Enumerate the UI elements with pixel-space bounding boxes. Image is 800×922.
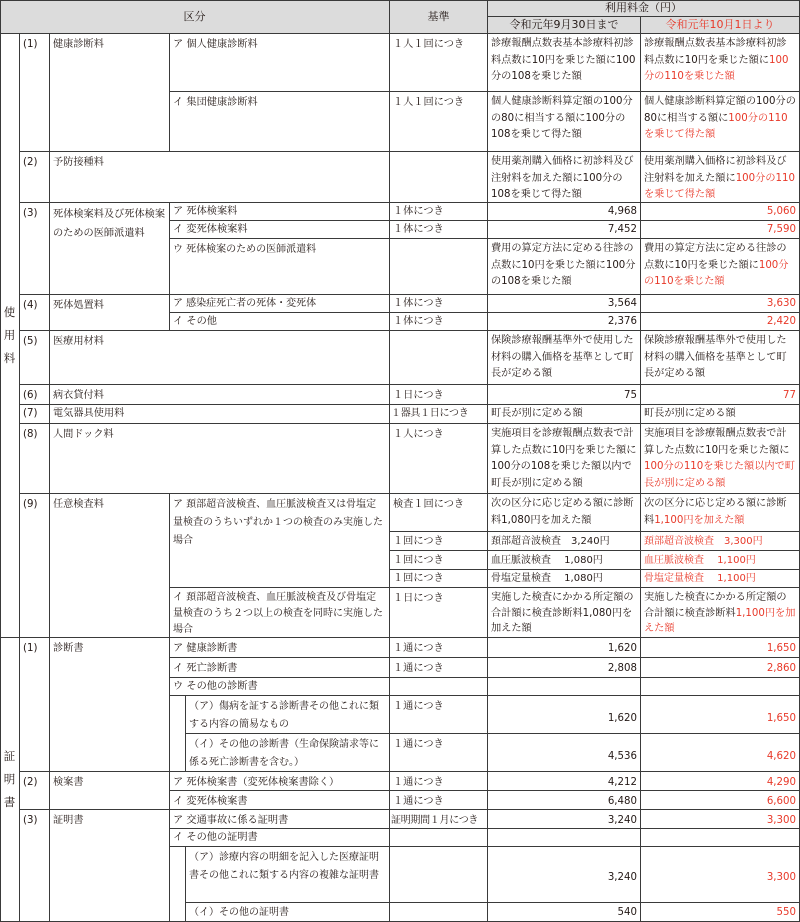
row-6-num: (6) xyxy=(20,385,50,405)
row-s1c2-label: （イ）その他の診断書（生命保険請求等に係る死亡診断書を含む。） xyxy=(186,734,390,772)
row-s1c2-new: 4,620 xyxy=(641,734,800,772)
row-7-name: 電気器具使用料 xyxy=(50,405,390,424)
row-s1a-old: 1,620 xyxy=(488,638,641,658)
row-2-old: 使用薬剤購入価格に初診料及び注射料を加えた額に100分の108を乗じて得た額 xyxy=(488,152,641,203)
row-5-name: 医療用材料 xyxy=(50,331,390,385)
row-s1c-basis xyxy=(390,678,488,696)
row-s3b-label: イ その他の証明書 xyxy=(170,829,390,847)
row-8-name: 人間ドック料 xyxy=(50,424,390,494)
row-s1-name: 診断書 xyxy=(50,638,170,772)
row-s3a-new: 3,300 xyxy=(641,810,800,829)
row-3b-basis: １体につき xyxy=(390,221,488,239)
row-1-name: 健康診断料 xyxy=(50,34,170,152)
group-shomei: 証明書 xyxy=(0,638,20,922)
row-s3a-label: ア 交通事故に係る証明書 xyxy=(170,810,390,829)
row-9a-new1: 次の区分に応じ定める額に診断料1,100円を加えた額 xyxy=(641,494,800,532)
row-4-name: 死体処置料 xyxy=(50,295,170,331)
row-9b-label: イ 頚部超音波検査、血圧脈波検査及び骨塩定量検査のうち２つ以上の検査を同時に実施した場合 xyxy=(170,588,390,638)
row-s3b2-label: （イ）その他の証明書 xyxy=(186,903,390,922)
row-1a-basis: １人１回につき xyxy=(390,34,488,92)
row-9a-new4: 骨塩定量検査 1,100円 xyxy=(641,570,800,588)
row-1b-label: イ 集団健康診断料 xyxy=(170,92,390,152)
row-3-num: (3) xyxy=(20,203,50,295)
row-s2b-label: イ 変死体検案書 xyxy=(170,791,390,810)
row-s3-num: (3) xyxy=(20,810,50,922)
row-4-num: (4) xyxy=(20,295,50,331)
row-s1b-old: 2,808 xyxy=(488,658,641,678)
row-9a-old4: 骨塩定量検査 1,080円 xyxy=(488,570,641,588)
row-s2-num: (2) xyxy=(20,772,50,810)
row-4b-new: 2,420 xyxy=(641,313,800,331)
row-4a-new: 3,630 xyxy=(641,295,800,313)
row-s2b-old: 6,480 xyxy=(488,791,641,810)
row-4a-label: ア 感染症死亡者の死体・変死体 xyxy=(170,295,390,313)
row-s1b-label: イ 死亡診断書 xyxy=(170,658,390,678)
row-9b-new: 実施した検査にかかる所定額の合計額に検査診断料1,100円を加えた額 xyxy=(641,588,800,638)
row-3b-label: イ 変死体検案料 xyxy=(170,221,390,239)
row-s2a-basis: １通につき xyxy=(390,772,488,791)
row-4b-old: 2,376 xyxy=(488,313,641,331)
row-5-new: 保険診療報酬基準外で使用した材料の購入価格を基準として町長が定める額 xyxy=(641,331,800,385)
row-s2-name: 検案書 xyxy=(50,772,170,810)
row-s1c1-basis: １通につき xyxy=(390,696,488,734)
row-s1b-new: 2,860 xyxy=(641,658,800,678)
row-3c-basis xyxy=(390,239,488,295)
row-s3b1-new: 3,300 xyxy=(641,847,800,903)
row-s1c1-old: 1,620 xyxy=(488,696,641,734)
row-8-new: 実施項目を診療報酬点数表で計算した点数に10円を乗じた額に100分の110を乗じた額以内で町長が別に定める額 xyxy=(641,424,800,494)
row-s3b1-basis xyxy=(390,847,488,903)
row-9a-basis2: １回につき xyxy=(390,532,488,551)
header-kijun: 基準 xyxy=(390,0,488,34)
header-kubun: 区分 xyxy=(0,0,390,34)
row-5-num: (5) xyxy=(20,331,50,385)
row-s3b2-new: 550 xyxy=(641,903,800,922)
row-1a-new: 診療報酬点数表基本診療料初診料点数に10円を乗じた額に100分の110を乗じた額 xyxy=(641,34,800,92)
row-s1c-old xyxy=(488,678,641,696)
row-9a-label: ア 頚部超音波検査、血圧脈波検査又は骨塩定量検査のうちいずれか１つの検査のみ実施した場合 xyxy=(170,494,390,588)
row-1b-new: 個人健康診断料算定額の100分の80に相当する額に100分の110を乗じて得た額 xyxy=(641,92,800,152)
row-s1c1-new: 1,650 xyxy=(641,696,800,734)
row-4a-old: 3,564 xyxy=(488,295,641,313)
row-s2a-new: 4,290 xyxy=(641,772,800,791)
row-1a-label: ア 個人健康診断料 xyxy=(170,34,390,92)
row-s2b-basis: １通につき xyxy=(390,791,488,810)
row-4a-basis: １体につき xyxy=(390,295,488,313)
row-8-old: 実施項目を診療報酬点数表で計算した点数に10円を乗じた額に100分の108を乗じた額以内で町長が別に定める額 xyxy=(488,424,641,494)
indent-s1c xyxy=(170,696,186,772)
row-4b-label: イ その他 xyxy=(170,313,390,331)
row-s1a-label: ア 健康診断書 xyxy=(170,638,390,658)
row-9b-old: 実施した検査にかかる所定額の合計額に検査診断料1,080円を加えた額 xyxy=(488,588,641,638)
row-7-basis: １器具１日につき xyxy=(390,405,488,424)
row-9a-new3: 血圧脈波検査 1,100円 xyxy=(641,551,800,570)
row-3c-old: 費用の算定方法に定める往診の点数に10円を乗じた額に100分の108を乗じた額 xyxy=(488,239,641,295)
row-6-name: 病衣貸付料 xyxy=(50,385,390,405)
row-8-basis: １人につき xyxy=(390,424,488,494)
row-5-old: 保険診療報酬基準外で使用した材料の購入価格を基準として町長が定める額 xyxy=(488,331,641,385)
row-9a-old3: 血圧脈波検査 1,080円 xyxy=(488,551,641,570)
row-1b-basis: １人１回につき xyxy=(390,92,488,152)
row-s2a-label: ア 死体検案書（変死体検案書除く） xyxy=(170,772,390,791)
header-from: 令和元年10月1日より xyxy=(641,17,800,34)
row-2-num: (2) xyxy=(20,152,50,203)
row-9-num: (9) xyxy=(20,494,50,638)
row-9b-basis: １日につき xyxy=(390,588,488,638)
row-s3b2-basis xyxy=(390,903,488,922)
row-s1c2-old: 4,536 xyxy=(488,734,641,772)
row-s3b1-old: 3,240 xyxy=(488,847,641,903)
row-s3b-old xyxy=(488,829,641,847)
row-3b-new: 7,590 xyxy=(641,221,800,239)
row-s1c-label: ウ その他の診断書 xyxy=(170,678,390,696)
header-until: 令和元年9月30日まで xyxy=(488,17,641,34)
row-s3b1-label: （ア）診療内容の明細を記入した医療証明書その他これに類する内容の複雑な証明書 xyxy=(186,847,390,903)
row-2-new: 使用薬剤購入価格に初診料及び注射料を加えた額に100分の110を乗じて得た額 xyxy=(641,152,800,203)
row-7-num: (7) xyxy=(20,405,50,424)
row-7-new: 町長が別に定める額 xyxy=(641,405,800,424)
row-3a-label: ア 死体検案料 xyxy=(170,203,390,221)
row-9a-basis4: １回につき xyxy=(390,570,488,588)
row-3c-label: ウ 死体検案のための医師派遣料 xyxy=(170,239,390,295)
row-9a-old1: 次の区分に応じ定める額に診断料1,080円を加えた額 xyxy=(488,494,641,532)
row-s2a-old: 4,212 xyxy=(488,772,641,791)
row-6-old: 75 xyxy=(488,385,641,405)
row-9a-new2: 頚部超音波検査 3,300円 xyxy=(641,532,800,551)
row-s3b-basis xyxy=(390,829,488,847)
row-3a-basis: １体につき xyxy=(390,203,488,221)
row-1-num: (1) xyxy=(20,34,50,152)
row-s1c1-label: （ア）傷病を証する診断書その他これに類する内容の簡易なもの xyxy=(186,696,390,734)
row-7-old: 町長が別に定める額 xyxy=(488,405,641,424)
row-9a-old2: 頚部超音波検査 3,240円 xyxy=(488,532,641,551)
indent-s3b xyxy=(170,847,186,922)
row-s2b-new: 6,600 xyxy=(641,791,800,810)
header-fee: 利用料金（円） xyxy=(488,0,800,17)
row-s3b2-old: 540 xyxy=(488,903,641,922)
row-s3a-basis: 証明期間１月につき xyxy=(390,810,488,829)
row-2-name: 予防接種料 xyxy=(50,152,390,203)
row-9a-basis3: １回につき xyxy=(390,551,488,570)
row-s1a-new: 1,650 xyxy=(641,638,800,658)
row-3b-old: 7,452 xyxy=(488,221,641,239)
row-s1a-basis: １通につき xyxy=(390,638,488,658)
row-s1b-basis: １通につき xyxy=(390,658,488,678)
row-4b-basis: １体につき xyxy=(390,313,488,331)
row-6-basis: １日につき xyxy=(390,385,488,405)
row-2-basis xyxy=(390,152,488,203)
row-8-num: (8) xyxy=(20,424,50,494)
row-3a-old: 4,968 xyxy=(488,203,641,221)
row-s3-name: 証明書 xyxy=(50,810,170,922)
row-s3a-old: 3,240 xyxy=(488,810,641,829)
group-shiyo: 使用料 xyxy=(0,34,20,638)
row-9a-basis1: 検査１回につき xyxy=(390,494,488,532)
row-s3b-new xyxy=(641,829,800,847)
row-5-basis xyxy=(390,331,488,385)
row-1b-old: 個人健康診断料算定額の100分の80に相当する額に100分の108を乗じて得た額 xyxy=(488,92,641,152)
row-3-name: 死体検案料及び死体検案のための医師派遣料 xyxy=(50,203,170,295)
row-6-new: 77 xyxy=(641,385,800,405)
row-9-name: 任意検査料 xyxy=(50,494,170,638)
row-3c-new: 費用の算定方法に定める往診の点数に10円を乗じた額に100分の110を乗じた額 xyxy=(641,239,800,295)
row-s1c-new xyxy=(641,678,800,696)
row-1a-old: 診療報酬点数表基本診療料初診料点数に10円を乗じた額に100分の108を乗じた額 xyxy=(488,34,641,92)
row-s1c2-basis: １通につき xyxy=(390,734,488,772)
row-3a-new: 5,060 xyxy=(641,203,800,221)
row-s1-num: (1) xyxy=(20,638,50,772)
